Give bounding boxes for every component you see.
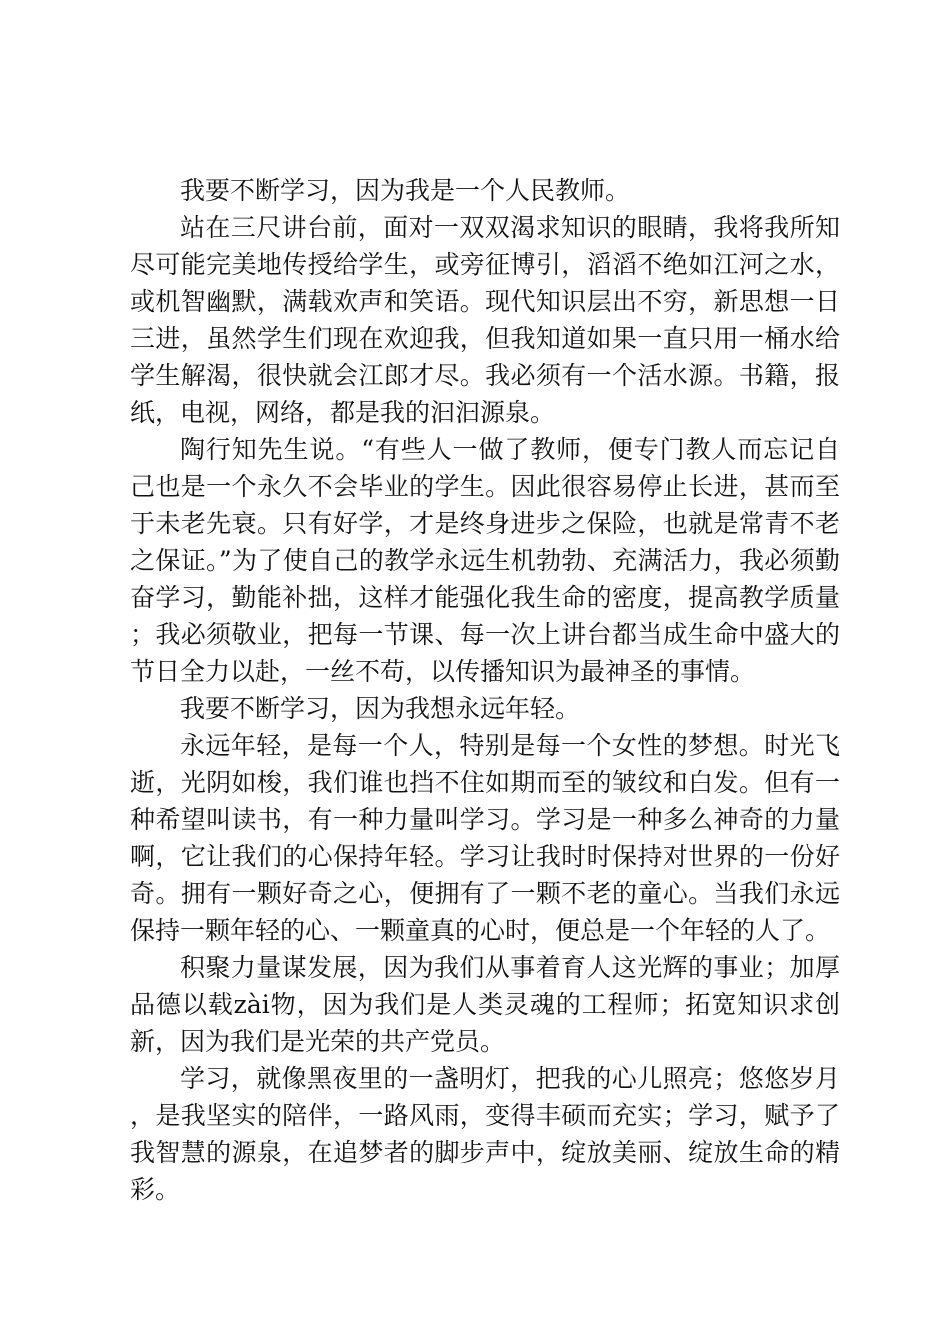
paragraph-7: 学习，就像黑夜里的一盏明灯，把我的心儿照亮；悠悠岁月，是我坚实的陪伴，一路风雨，变得丰硕而充实；学习，赋予了我智慧的源泉，在追梦者的脚步声中，绽放美丽、绽放生命的精彩。 [130, 1064, 840, 1204]
document-body [130, 172, 840, 1208]
paragraph-3: 陶行知先生说。“有些人一做了教师，便专门教人而忘记自己也是一个永久不会毕业的学生。因此很容易停止长进，甚而至于未老先衰。只有好学，才是终身进步之保险，也就是常青不老之保证。”为了使自己的教学永远生机勃勃、充满活力，我必须勤奋学习，勤能补拙，这样才能强化我生命的密度，提高教学质量；我必须敬业，把每一节课、每一次上讲台都当成生命中盛大的节日全力以赴，一丝不苟，以传播知识为最神圣的事情。 [130, 435, 840, 686]
paragraph-2: 站在三尺讲台前，面对一双双渴求知识的眼睛，我将我所知尽可能完美地传授给学生，或旁征博引，滔滔不绝如江河之水，或机智幽默，满载欢声和笑语。现代知识层出不穷，新思想一日三进，虽然学生们现在欢迎我，但我知道如果一直只用一桶水给学生解渴，很快就会江郎才尽。我必须有一个活水源。书籍，报纸，电视，网络，都是我的汩汩源泉。 [130, 213, 840, 427]
paragraph-4: 我要不断学习，因为我想永远年轻。 [180, 694, 581, 723]
paragraph-1: 我要不断学习，因为我是一个人民教师。 [180, 176, 631, 205]
paragraph-6: 积聚力量谋发展，因为我们从事着育人这光辉的事业；加厚品德以载zài物，因为我们是人类灵魂的工程师；拓宽知识求创新，因为我们是光荣的共产党员。 [130, 953, 840, 1056]
paragraph-5: 永远年轻，是每一个人，特别是每一个女性的梦想。时光飞逝，光阴如梭，我们谁也挡不住如期而至的皱纹和白发。但有一种希望叫读书，有一种力量叫学习。学习是一种多么神奇的力量啊，它让我们的心保持年轻。学习让我时时保持对世界的一份好奇。拥有一颗好奇之心，便拥有了一颗不老的童心。当我们永远保持一颗年轻的心、一颗童真的心时，便总是一个年轻的人了。 [130, 731, 840, 945]
